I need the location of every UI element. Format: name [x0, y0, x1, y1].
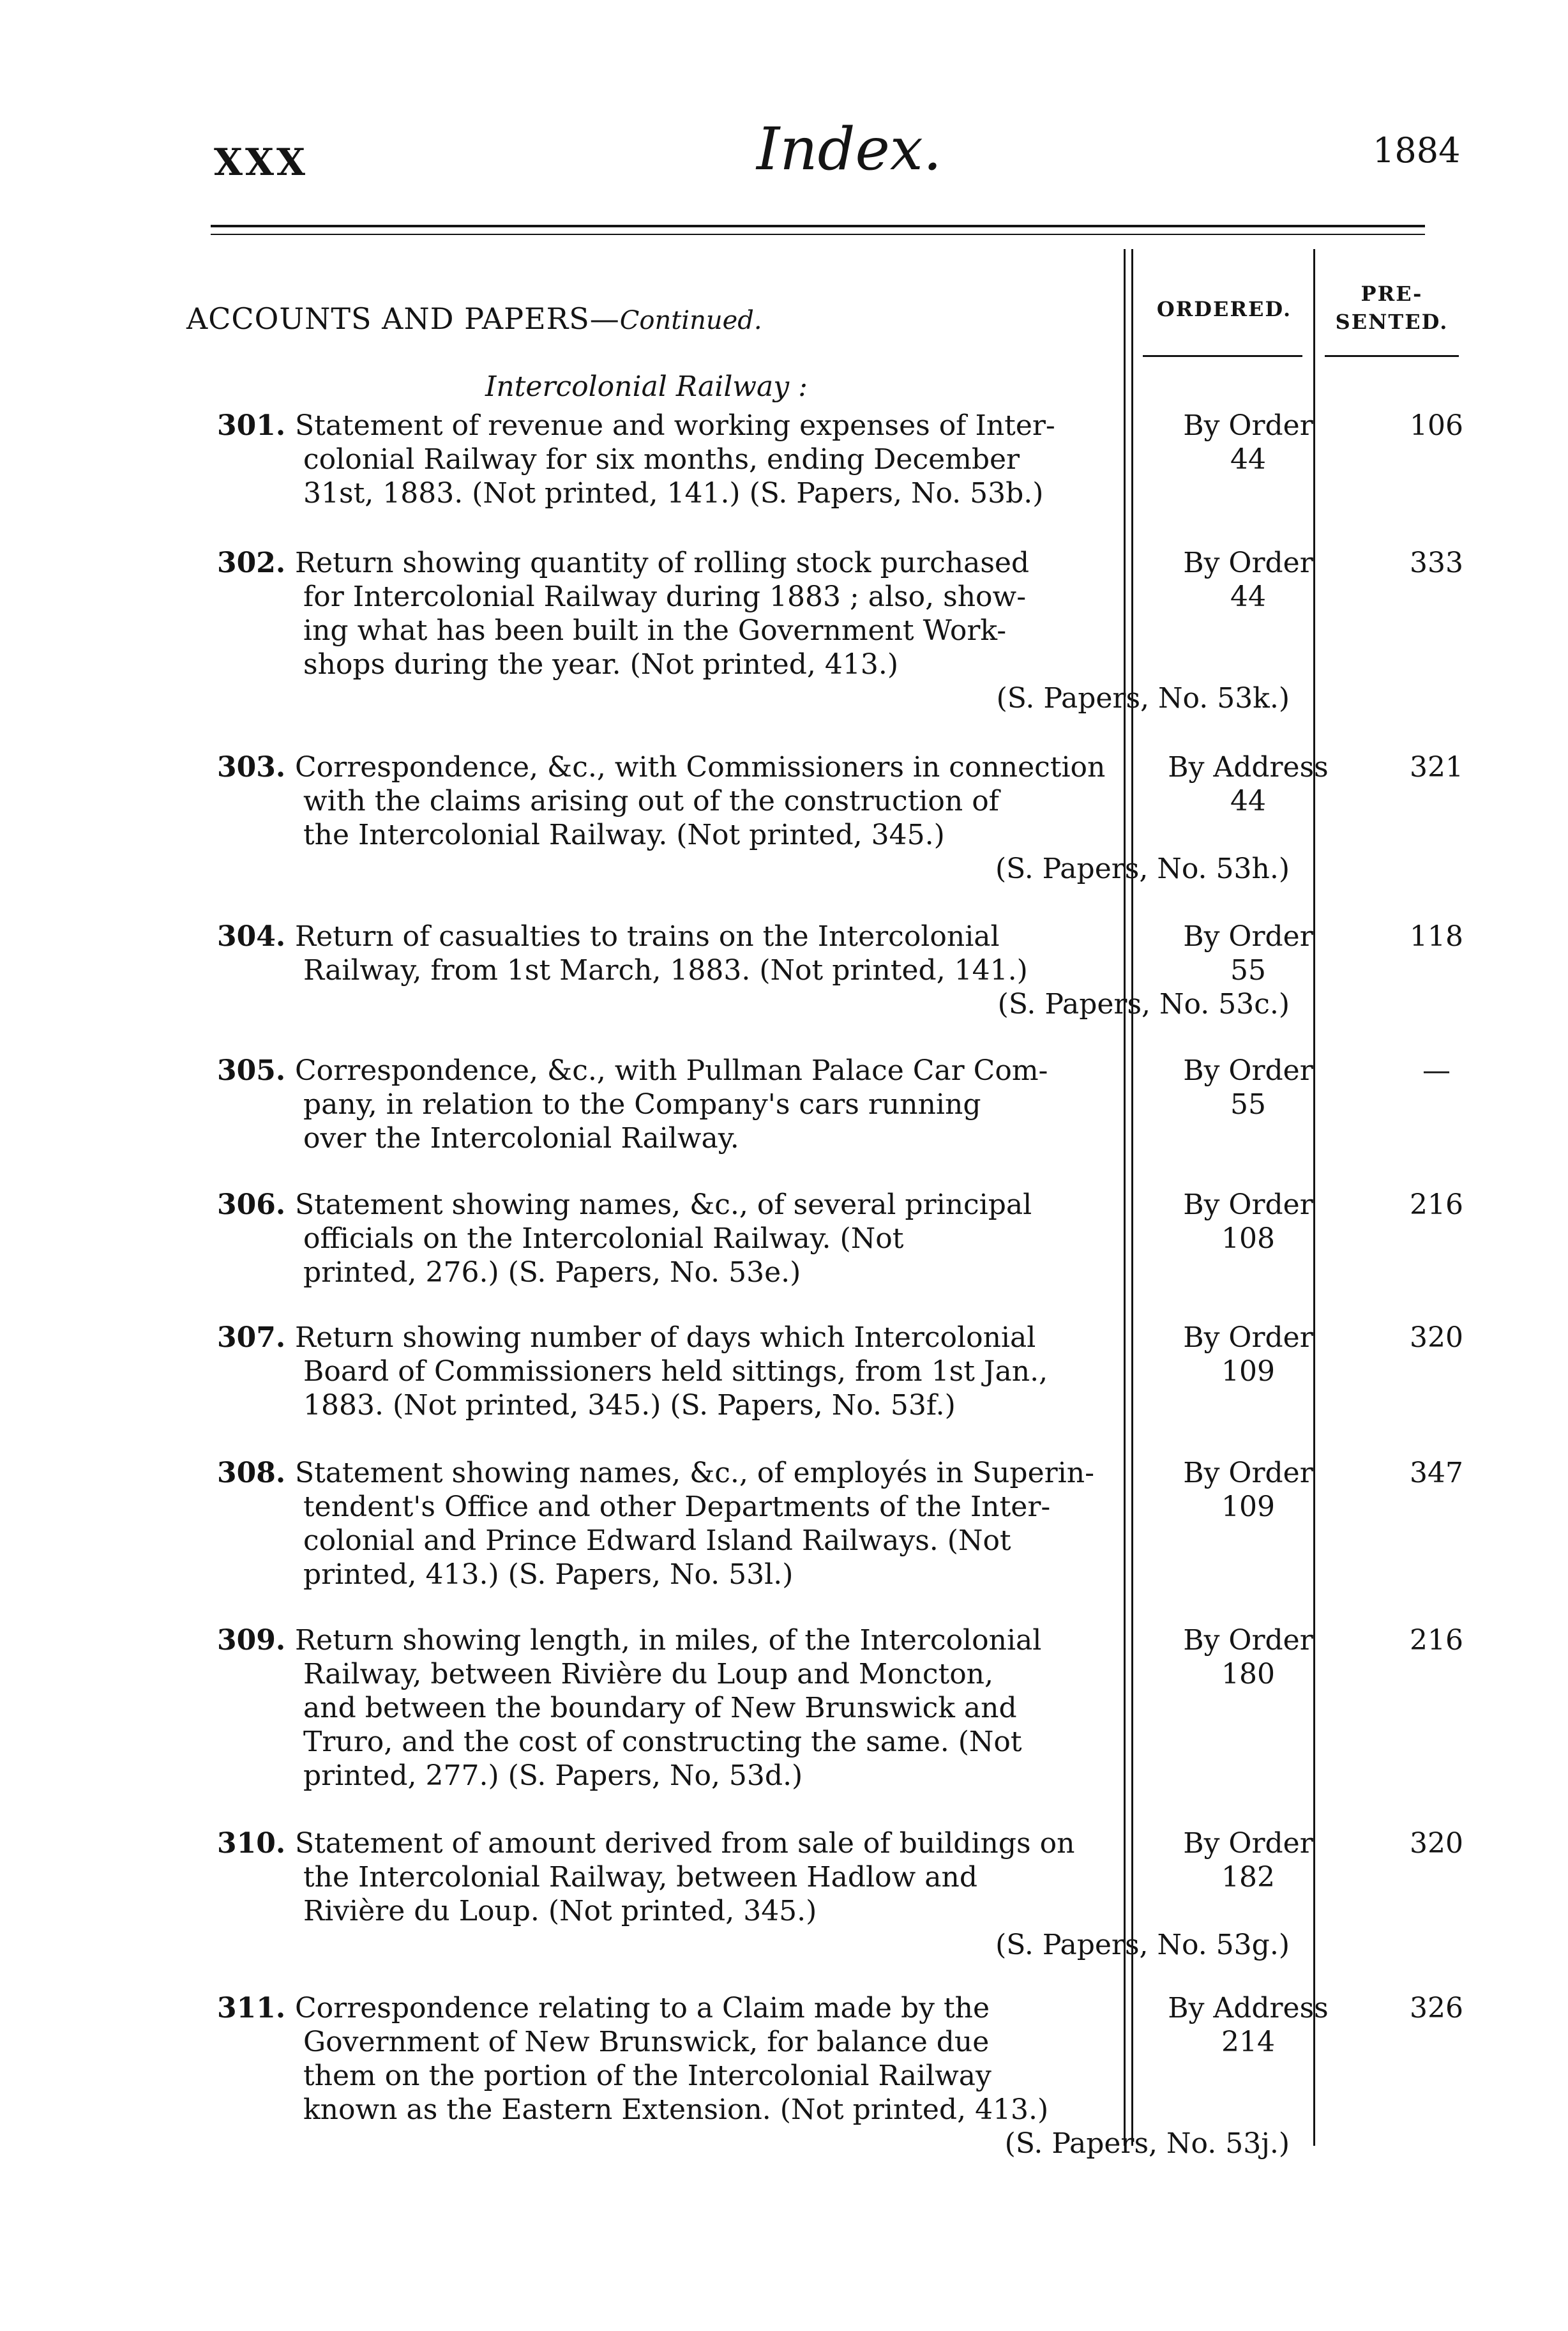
entry-line: with the claims arising out of the construction of: [303, 785, 999, 817]
ordered-number: 180: [1221, 1658, 1275, 1690]
entry-line: Correspondence, &c., with Pullman Palace Car Com-: [295, 1054, 1048, 1087]
entry-line: pany, in relation to the Company's cars running: [303, 1088, 981, 1121]
entry-line: Return of casualties to trains on the Intercolonial: [295, 920, 1000, 953]
entry-line: 1883. (Not printed, 345.) (S. Papers, No. 53f.): [303, 1389, 956, 1422]
entry-line: Return showing quantity of rolling stock purchased: [295, 547, 1030, 579]
page-header: [0, 115, 1568, 192]
entry-description: [295, 1991, 1290, 2160]
ordered-number: 44: [1230, 443, 1266, 476]
ordered-number: 44: [1230, 581, 1266, 613]
entry-ordered: [1149, 1456, 1347, 1524]
entry-line: (S. Papers, No. 53j.): [1004, 2127, 1290, 2160]
entry-presented: 326: [1410, 1992, 1463, 2024]
ordered-number: 109: [1221, 1355, 1275, 1388]
entry-line: tendent's Office and other Departments of the Inter-: [303, 1491, 1051, 1523]
ordered-by: By Address: [1168, 751, 1329, 784]
entry-presented: 347: [1410, 1457, 1463, 1489]
entry-line: colonial and Prince Edward Island Railways. (Not: [303, 1524, 1011, 1557]
entry-ordered: [1149, 1321, 1347, 1388]
entry-ordered: [1149, 1188, 1347, 1256]
entry-line: Railway, from 1st March, 1883. (Not printed, 141.): [303, 954, 1028, 987]
entry-number: 309.: [217, 1624, 286, 1657]
presented-header-dash: [1325, 355, 1459, 357]
ordered-by: By Address: [1168, 1992, 1329, 2024]
entry-line: Railway, between Rivière du Loup and Moncton,: [303, 1658, 994, 1690]
entry-line: the Intercolonial Railway, between Hadlow and: [303, 1861, 977, 1894]
ordered-by: By Order: [1183, 1188, 1313, 1221]
entry-ordered: [1149, 1991, 1347, 2059]
entry-presented: 321: [1410, 751, 1463, 784]
ordered-by: By Order: [1183, 1827, 1313, 1860]
entry-line: Board of Commissioners held sittings, from 1st Jan.,: [303, 1355, 1048, 1388]
entry-line: for Intercolonial Railway during 1883 ; also, show-: [303, 581, 1027, 613]
entry-line: Statement of revenue and working expenses of Inter-: [295, 409, 1055, 442]
entry-description: [295, 1321, 1290, 1422]
ordered-by: By Order: [1183, 1321, 1313, 1354]
header-rule-thick: [211, 225, 1425, 227]
entry-line: Return showing number of days which Intercolonial: [295, 1321, 1036, 1354]
entry-ordered: [1149, 1826, 1347, 1894]
ordered-number: 214: [1221, 2026, 1275, 2058]
entry-line: ing what has been built in the Government Work-: [303, 614, 1007, 647]
header-rule-thin: [211, 234, 1425, 235]
entry-line: them on the portion of the Intercolonial Railway: [303, 2060, 991, 2092]
entry-description: [295, 1623, 1290, 1793]
ordered-by: By Order: [1183, 1457, 1313, 1489]
entry-description: [295, 1456, 1290, 1591]
entry-ordered: [1149, 1054, 1347, 1121]
page-year: 1884: [1373, 130, 1461, 171]
page-number-roman: XXX: [214, 140, 308, 184]
entry-line: Statement showing names, &c., of several principal: [295, 1188, 1032, 1221]
entry-line: Statement of amount derived from sale of buildings on: [295, 1827, 1075, 1860]
entry-presented: —: [1422, 1054, 1451, 1087]
ordered-by: By Order: [1183, 547, 1313, 579]
section-title-text: ACCOUNTS AND PAPERS—: [186, 301, 620, 336]
entry-line: (S. Papers, No. 53k.): [996, 682, 1290, 715]
entry-number: 307.: [217, 1321, 286, 1354]
presented-column-header-bottom: SENTED.: [1335, 310, 1449, 334]
entry-number: 310.: [217, 1827, 286, 1860]
entry-number: 305.: [217, 1054, 286, 1087]
entry-line: printed, 277.) (S. Papers, No, 53d.): [303, 1759, 803, 1792]
entry-number: 304.: [217, 920, 286, 953]
subheading: Intercolonial Railway :: [485, 370, 808, 403]
entry-line: Truro, and the cost of constructing the same. (Not: [303, 1726, 1022, 1758]
ordered-number: 182: [1221, 1861, 1275, 1894]
ordered-number: 109: [1221, 1491, 1275, 1523]
ordered-column-header: ORDERED.: [1156, 297, 1292, 321]
entry-description: [295, 920, 1290, 1021]
entry-number: 301.: [217, 409, 286, 442]
ordered-number: 108: [1221, 1222, 1275, 1255]
ordered-by: By Order: [1183, 409, 1313, 442]
entry-presented: 118: [1410, 920, 1463, 953]
entry-number: 306.: [217, 1188, 286, 1221]
ordered-by: By Order: [1183, 920, 1313, 953]
entry-line: shops during the year. (Not printed, 413.): [303, 648, 899, 681]
entry-line: 31st, 1883. (Not printed, 141.) (S. Papers, No. 53b.): [303, 477, 1044, 510]
entry-line: Correspondence, &c., with Commissioners in connection: [295, 751, 1106, 784]
entry-number: 303.: [217, 751, 286, 784]
entry-description: [295, 1826, 1290, 1962]
entry-number: 302.: [217, 547, 286, 579]
entry-line: (S. Papers, No. 53g.): [995, 1929, 1290, 1961]
ordered-number: 55: [1230, 954, 1266, 987]
entry-line: printed, 413.) (S. Papers, No. 53l.): [303, 1558, 794, 1591]
entry-presented: 333: [1410, 547, 1463, 579]
ordered-by: By Order: [1183, 1624, 1313, 1657]
ordered-by: By Order: [1183, 1054, 1313, 1087]
entry-description: [295, 409, 1290, 510]
entry-line: (S. Papers, No. 53c.): [997, 988, 1290, 1021]
entry-number: 308.: [217, 1457, 286, 1489]
section-continued: Continued.: [619, 306, 762, 335]
entry-presented: 106: [1410, 409, 1463, 442]
page-title: Index.: [757, 115, 942, 183]
entry-line: printed, 276.) (S. Papers, No. 53e.): [303, 1256, 801, 1289]
entry-description: [295, 1188, 1290, 1289]
entry-line: (S. Papers, No. 53h.): [995, 853, 1290, 885]
entry-ordered: [1149, 1623, 1347, 1691]
ordered-header-dash: [1143, 355, 1302, 357]
entry-line: over the Intercolonial Railway.: [303, 1122, 739, 1155]
entry-description: [295, 1054, 1290, 1155]
entry-line: Return showing length, in miles, of the Intercolonial: [295, 1624, 1042, 1657]
entry-ordered: [1149, 409, 1347, 476]
entry-line: officials on the Intercolonial Railway. (Not: [303, 1222, 904, 1255]
entry-line: Statement showing names, &c., of employés in Superin-: [295, 1457, 1094, 1489]
entry-line: known as the Eastern Extension. (Not printed, 413.): [303, 2093, 1049, 2126]
entry-line: colonial Railway for six months, ending December: [303, 443, 1020, 476]
entry-description: [295, 546, 1290, 715]
entry-line: and between the boundary of New Brunswick and: [303, 1692, 1017, 1724]
entry-presented: 216: [1410, 1624, 1463, 1657]
entry-presented: 320: [1410, 1321, 1463, 1354]
presented-column-header-top: PRE-: [1361, 282, 1423, 306]
ordered-number: 55: [1230, 1088, 1266, 1121]
entry-line: the Intercolonial Railway. (Not printed, 345.): [303, 819, 945, 851]
entry-line: Rivière du Loup. (Not printed, 345.): [303, 1895, 817, 1927]
entry-description: [295, 750, 1290, 886]
entry-number: 311.: [217, 1992, 286, 2024]
entry-presented: 320: [1410, 1827, 1463, 1860]
entry-ordered: [1149, 750, 1347, 818]
entry-line: Government of New Brunswick, for balance due: [303, 2026, 990, 2058]
entry-presented: 216: [1410, 1188, 1463, 1221]
ordered-number: 44: [1230, 785, 1266, 817]
section-title: [186, 301, 762, 336]
entry-ordered: [1149, 546, 1347, 614]
entry-line: Correspondence relating to a Claim made by the: [295, 1992, 990, 2024]
entry-ordered: [1149, 920, 1347, 987]
